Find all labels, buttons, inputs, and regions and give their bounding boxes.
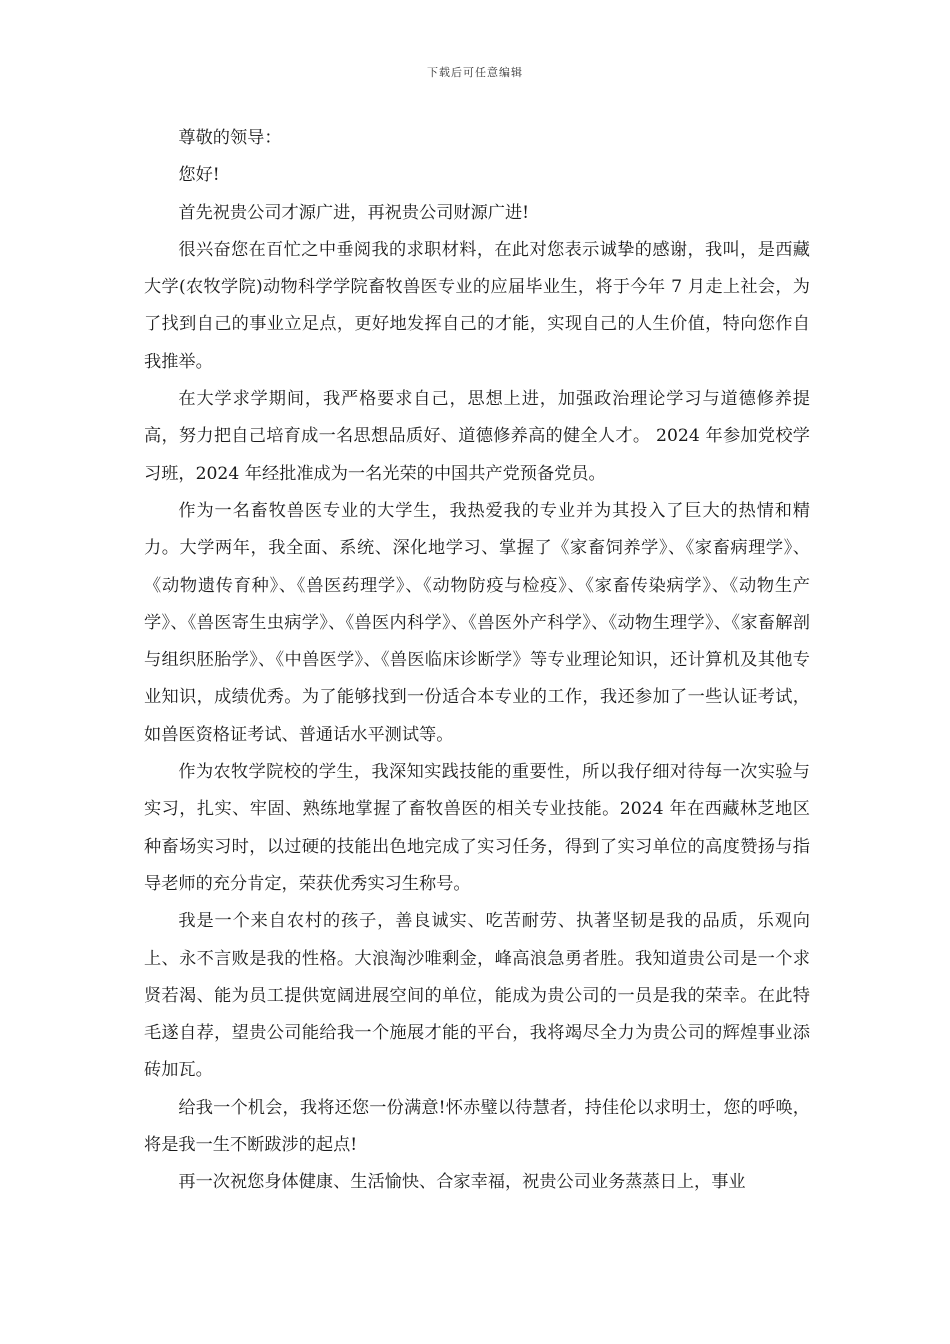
paragraph: 我是一个来自农村的孩子，善良诚实、吃苦耐劳、执著坚韧是我的品质，乐观向上、永不言败是我的性格。大浪淘沙唯剩金，峰高浪急勇者胜。我知道贵公司是一个求贤若渴、能为员工提供宽阔进展空间的单位，能成为贵公司的一员是我的荣幸。在此特毛遂自荐，望贵公司能给我一个施展才能的平台，我将竭尽全力为贵公司的辉煌事业添砖加瓦。 (144, 911, 810, 1081)
paragraph: 首先祝贵公司才源广进，再祝贵公司财源广进! (178, 202, 530, 223)
paragraph: 作为农牧学院校的学生，我深知实践技能的重要性，所以我仔细对待每一次实验与实习，扎实、牢固、熟练地掌握了畜牧兽医的相关专业技能。2024 年在西藏林芝地区种畜场实习时，以过硬的技能出色地完成了实习任务，得到了实习单位的高度赞扬与指导老师的充分肯定，荣获优秀实习生称号。 (144, 762, 810, 894)
page-header: 下载后可任意编辑 (427, 66, 523, 79)
paragraph: 给我一个机会，我将还您一份满意!怀赤璧以待慧者，持佳伦以求明士，您的呼唤，将是我一生不断跋涉的起点! (144, 1097, 810, 1156)
letter-body (144, 120, 810, 1202)
paragraph: 在大学求学期间，我严格要求自己，思想上进，加强政治理论学习与道德修养提高，努力把自己培育成一名思想品质好、道德修养高的健全人才。 2024 年参加党校学习班，2024 年经批准成为一名光荣的中国共产党预备党员。 (144, 389, 810, 484)
salutation: 尊敬的领导： (178, 128, 282, 148)
paragraph: 再一次祝您身体健康、生活愉快、合家幸福，祝贵公司业务蒸蒸日上，事业 (178, 1172, 746, 1193)
greeting: 您好! (178, 165, 220, 186)
paragraph: 作为一名畜牧兽医专业的大学生，我热爱我的专业并为其投入了巨大的热情和精力。大学两年，我全面、系统、深化地学习、掌握了《家畜饲养学》、《家畜病理学》、《动物遗传育种》、《兽医药理学》、《动物防疫与检疫》、《家畜传染病学》、《动物生产学》、《兽医寄生虫病学》、《兽医内科学》、《兽医外产科学》、《动物生理学》、《家畜解剖与组织胚胎学》、《中兽医学》、《兽医临床诊断学》等专业理论知识，还计算机及其他专业知识，成绩优秀。为了能够找到一份适合本专业的工作，我还参加了一些认证考试，如兽医资格证考试、普通话水平测试等。 (144, 500, 810, 745)
paragraph: 很兴奋您在百忙之中垂阅我的求职材料，在此对您表示诚挚的感谢，我叫，是西藏大学(农牧学院)动物科学学院畜牧兽医专业的应届毕业生，将于今年 7 月走上社会，为了找到自己的事业立足点，更好地发挥自己的才能，实现自己的人生价值，特向您作自我推举。 (144, 239, 810, 372)
